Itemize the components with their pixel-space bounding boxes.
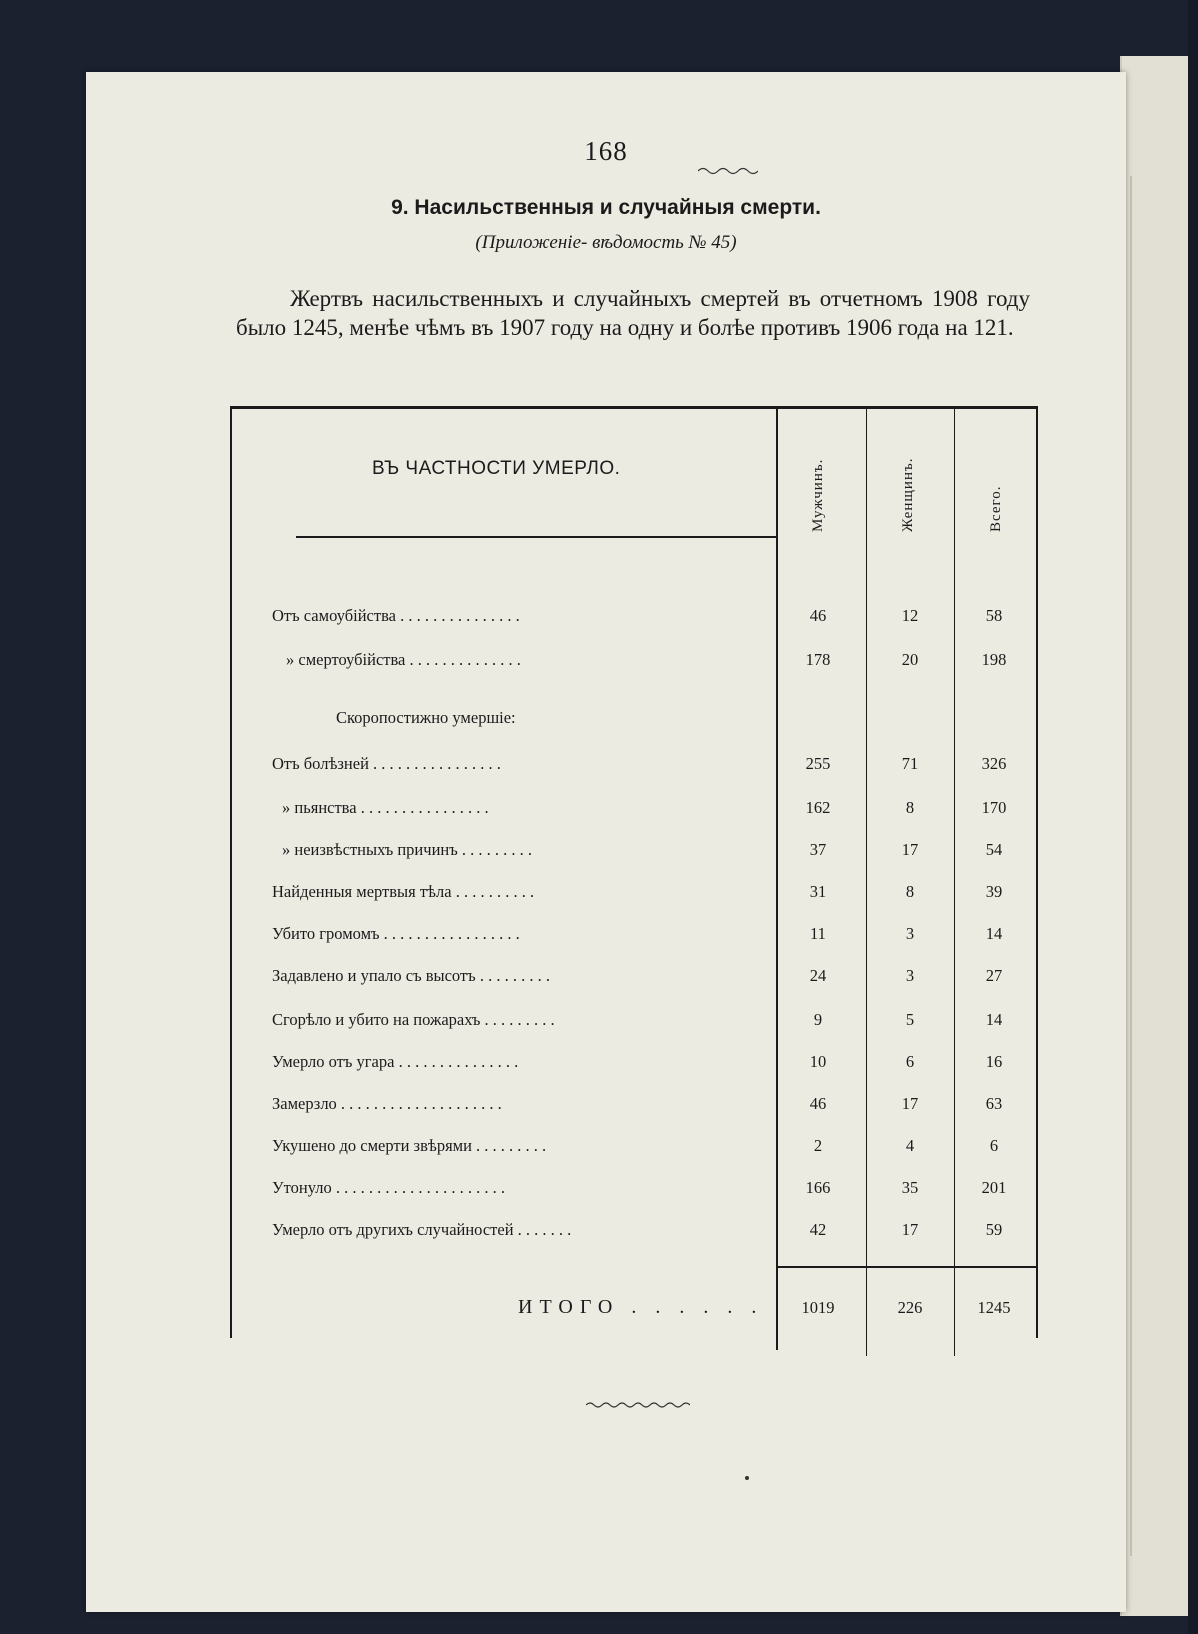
row-label: » смертоубійства . . . . . . . . . . . . . . [286, 650, 521, 669]
row-label: Задавлено и упало съ высотъ . . . . . . . . . [272, 966, 550, 985]
col-divider-1 [776, 406, 778, 1350]
page-number: 168 [584, 136, 628, 166]
ornament-top [698, 166, 758, 176]
row-label: Утонуло . . . . . . . . . . . . . . . . . . . . . [272, 1178, 506, 1197]
row-label: Отъ болѣзней . . . . . . . . . . . . . . . . [272, 754, 501, 773]
cell-total: 14 [985, 924, 1003, 943]
cell-men: 166 [805, 1178, 831, 1197]
cell-men: 11 [810, 924, 826, 943]
cell-women: 4 [905, 1136, 915, 1155]
row-label: Найденныя мертвыя тѣла . . . . . . . . . . [272, 882, 535, 901]
cell-men: 10 [809, 1052, 827, 1071]
cell-women: 8 [905, 798, 915, 817]
row-label: Убито громомъ . . . . . . . . . . . . . . . . . [272, 924, 520, 943]
row-label: Укушено до смерти звѣрями . . . . . . . . . [272, 1136, 547, 1155]
table-top-border [230, 406, 1038, 409]
row-label: Замерзло . . . . . . . . . . . . . . . . . . . . [272, 1094, 502, 1113]
section-subtitle: (Приложеніе- вѣдомость № 45) [475, 232, 737, 253]
total-men: 1019 [801, 1298, 835, 1317]
cell-women: 17 [901, 1220, 919, 1239]
section-title: 9. Насильственныя и случайныя смерти. [391, 196, 821, 219]
cell-total: 201 [981, 1178, 1007, 1197]
col-divider-3 [954, 406, 955, 1356]
cell-total: 14 [985, 1010, 1003, 1029]
row-label: Умерло отъ угара . . . . . . . . . . . . . . . [272, 1052, 519, 1071]
total-women: 226 [897, 1298, 923, 1317]
cell-men: 37 [809, 840, 827, 859]
cell-total: 54 [985, 840, 1003, 859]
cell-total: 27 [985, 966, 1003, 985]
cell-women: 6 [905, 1052, 915, 1071]
column-header-men: Мужчинъ. [810, 458, 826, 532]
row-label: Сгорѣло и убито на пожарахъ . . . . . . . . . [272, 1010, 555, 1029]
cell-total: 6 [989, 1136, 999, 1155]
column-header-total: Всего. [988, 485, 1004, 532]
cell-women: 3 [905, 966, 915, 985]
cell-total: 39 [985, 882, 1003, 901]
scan-border [1188, 0, 1198, 1634]
cell-men: 255 [805, 754, 831, 773]
row-label: » пьянства . . . . . . . . . . . . . . . . [282, 798, 489, 817]
cell-men: 31 [809, 882, 827, 901]
row-label: Умерло отъ другихъ случайностей . . . . . . . [272, 1220, 572, 1239]
next-page-edge [1120, 56, 1196, 1616]
cell-women: 5 [905, 1010, 915, 1029]
cell-total: 63 [985, 1094, 1003, 1113]
total-all: 1245 [977, 1298, 1011, 1317]
cell-men: 46 [809, 606, 827, 625]
cell-men: 24 [809, 966, 827, 985]
row-label: Отъ самоубійства . . . . . . . . . . . . . . . [272, 606, 520, 625]
ink-dot [745, 1476, 749, 1480]
column-header-women: Женщинъ. [900, 457, 916, 532]
header-bottom-rule [296, 536, 776, 538]
table-right-border [1036, 406, 1038, 1338]
cell-men: 162 [805, 798, 831, 817]
cell-women: 3 [905, 924, 915, 943]
cell-women: 20 [901, 650, 919, 669]
page-edge-shadow [1130, 176, 1132, 1556]
cell-total: 170 [981, 798, 1007, 817]
ornament-bottom [586, 1400, 690, 1410]
cell-total: 59 [985, 1220, 1003, 1239]
row-label: » неизвѣстныхъ причинъ . . . . . . . . . [282, 840, 533, 859]
cell-women: 71 [901, 754, 919, 773]
intro-paragraph: Жертвъ насильственныхъ и случайныхъ смертей въ отчетномъ 1908 году было 1245, менѣе чѣмъ въ 1907 году на одну и болѣе противъ 1906 года на 121. [236, 286, 1030, 340]
total-label: ИТОГО . . . . . . [518, 1296, 764, 1318]
row-label: Скоропостижно умершіе: [336, 708, 516, 727]
table-left-border [230, 406, 232, 1338]
cell-women: 8 [905, 882, 915, 901]
cell-women: 35 [901, 1178, 919, 1197]
cell-total: 58 [985, 606, 1003, 625]
cell-men: 42 [809, 1220, 827, 1239]
cell-women: 17 [901, 840, 919, 859]
cell-total: 198 [981, 650, 1007, 669]
total-top-rule [776, 1266, 1038, 1268]
cell-men: 178 [805, 650, 831, 669]
cell-women: 17 [901, 1094, 919, 1113]
cell-men: 46 [809, 1094, 827, 1113]
table-header-label: ВЪ ЧАСТНОСТИ УМЕРЛО. [372, 458, 621, 479]
cell-women: 12 [901, 606, 919, 625]
cell-men: 2 [813, 1136, 823, 1155]
cell-men: 9 [813, 1010, 823, 1029]
cell-total: 16 [985, 1052, 1003, 1071]
col-divider-2 [866, 406, 867, 1356]
cell-total: 326 [981, 754, 1007, 773]
